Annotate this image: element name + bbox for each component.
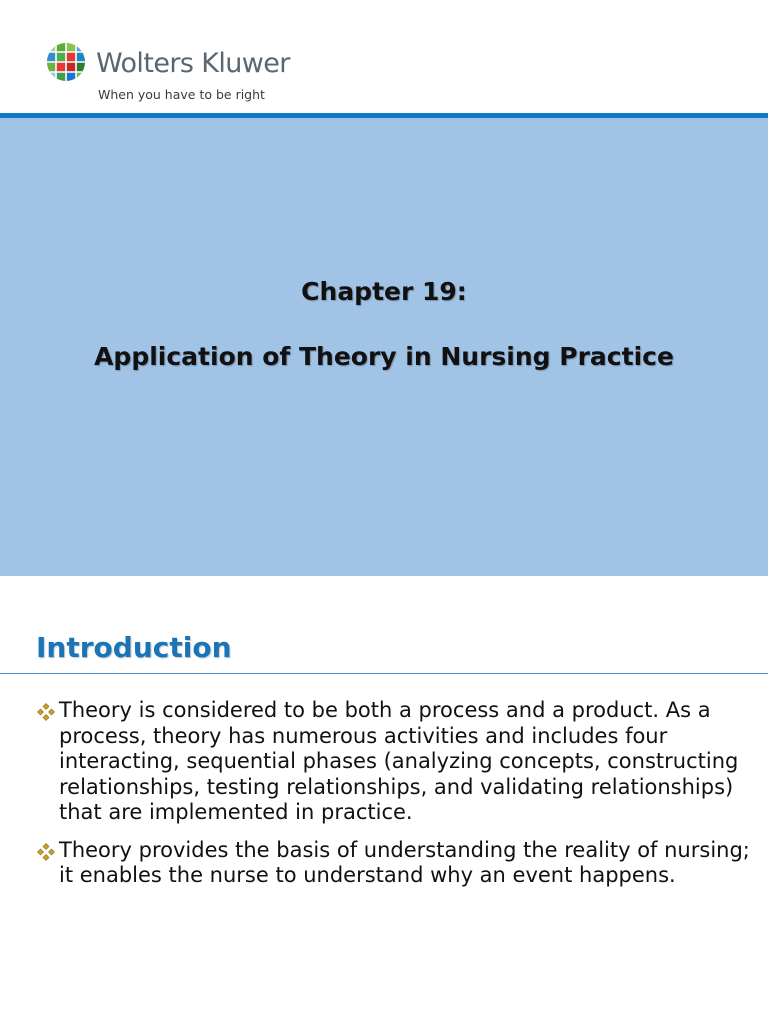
bullet-item	[36, 698, 752, 826]
bullet-text: Theory provides the basis of understanding the reality of nursing; it enables the nurse to understand why an event happens.	[59, 837, 750, 887]
logo-tagline: When you have to be right	[98, 87, 265, 102]
introduction-slide	[0, 576, 768, 1024]
globe-mosaic-icon	[46, 42, 86, 82]
bullet-item	[36, 838, 752, 889]
wolters-kluwer-logo	[46, 42, 346, 106]
logo-wordmark: Wolters Kluwer	[96, 48, 290, 79]
bullet-list	[36, 698, 752, 901]
four-diamond-bullet-icon	[36, 702, 56, 722]
chapter-number: Chapter 19:	[301, 277, 467, 306]
four-diamond-bullet-icon	[36, 842, 56, 862]
bullet-text: Theory is considered to be both a process and a product. As a process, theory has numerous activities and includes four interacting, sequential phases (analyzing concepts, constructing relationships, testing relationships, and validating relationships) that are implemented in practice.	[59, 698, 739, 824]
chapter-title: Application of Theory in Nursing Practice	[94, 342, 674, 371]
slide-heading: Introduction	[36, 631, 232, 664]
heading-underline	[0, 673, 768, 674]
